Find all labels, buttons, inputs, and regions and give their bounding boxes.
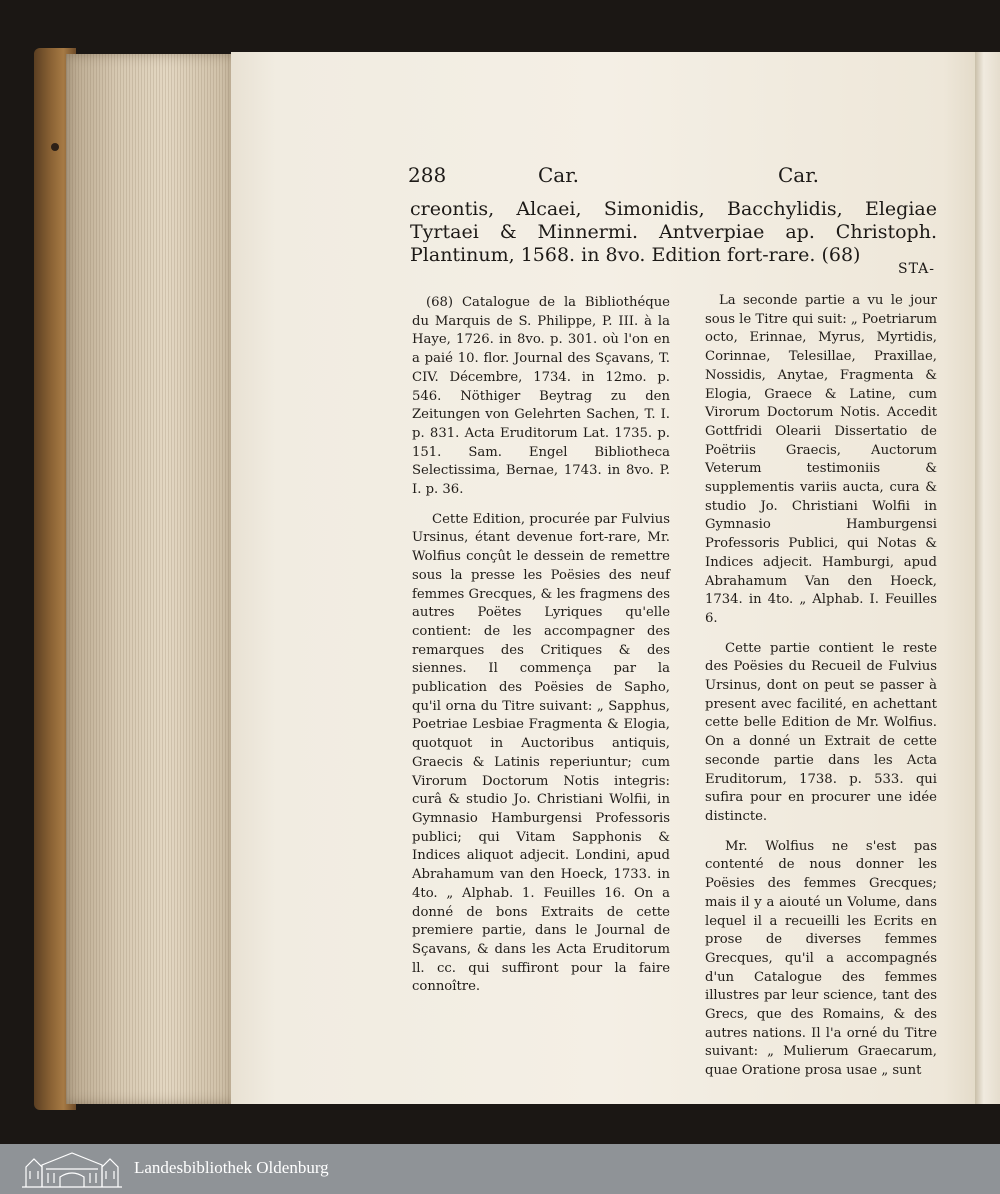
right-column [705, 292, 937, 1092]
right-paragraph-2: Cette partie contient le reste des Poësies du Recueil de Fulvius Ursinus, dont on peut se passer à present avec facilité, en achettant cette belle Edition de Mr. Wolfius. On a donné un Extrait de cette seconde partie dans les Acta Eruditorum, 1738. p. 533. qui sufira pour en procurer une idée distincte. [705, 640, 937, 824]
catchword: STA- [898, 261, 936, 277]
cover-nail-icon [51, 143, 59, 151]
right-paragraph-3: Mr. Wolfius ne s'est pas contenté de nous donner les Poësies des femmes Grecques; mais il y a aiouté un Volume, dans lequel il a recueilli les Ecrits en prose de diverses femmes Grecques, qu'il a accompagnés d'un Catalogue des femmes illustres par leur science, tant des Grecs, que des Romains, & des autres nations. Il l'a orné du Titre suivant: „ Mulierum Graecarum, quae Oratione prosa usae „ sunt [705, 838, 937, 1079]
footnote-68: (68) Catalogue de la Bibliothéque du Marquis de S. Philippe, P. III. à la Haye, 1726. in 8vo. p. 301. où l'on en a paié 10. flor. Journal des Sçavans, T. CIV. Décembre, 1734. in 12mo. p. 546. Nöthiger Beytrag zu den Zeitungen von Gelehrten Sachen, T. I. p. 831. Acta Eruditorum Lat. 1735. p. 151. Sam. Engel Bibliotheca Selectissima, Bernae, 1743. in 8vo. P. I. p. 36. [412, 295, 670, 498]
library-building-icon[interactable] [20, 1149, 124, 1189]
running-header [408, 163, 928, 193]
header-left: Car. [538, 163, 579, 187]
header-right: Car. [778, 163, 819, 187]
library-name[interactable]: Landesbibliothek Oldenburg [134, 1158, 329, 1177]
facing-page-gutter [975, 52, 1000, 1104]
right-paragraph-1: La seconde partie a vu le jour sous le Titre qui suit: „ Poetriarum octo, Erinnae, Myrus, Myrtidis, Corinnae, Telesillae, Praxillae, Nossidis, Anytae, Fragmenta & Elogia, Graece & Latine, cum Virorum Doctorum Notis. Accedit Gottfridi Olearii Dissertatio de Poëtriis Graecis, Auctorum Veterum testimoniis & supplementis variis aucta, cura & studio Jo. Christiani Wolfii in Gymnasio Hamburgensi Professoris Publici, qui Notas & Indices adjecit. Hamburgi, apud Abrahamum Van den Hoeck, 1734. in 4to. „ Alphab. I. Feuilles 6. [705, 293, 937, 626]
left-paragraph: Cette Edition, procurée par Fulvius Ursinus, étant devenue fort-rare, Mr. Wolfius conçût le dessein de remettre sous la presse les Poësies des neuf femmes Grecques, & les fragmens des autres Poëtes Lyriques qu'elle contient: de les accompagner des remarques des Critiques & des siennes. Il commença par la publication des Poësies de Sapho, qu'il orna du Titre suivant: „ Sapphus, Poetriae Lesbiae Fragmenta & Elogia, quotquot in Auctoribus antiquis, Graecis & Latinis reperiuntur; cum Virorum Doctorum Notis integris: curâ & studio Jo. Christiani Wolfii, in Gymnasio Hamburgensi Professoris publici; qui Vitam Sapphonis & Indices aliquot adjecit. Londini, apud Abrahamum van den Hoeck, 1733. in 4to. „ Alphab. 1. Feuilles 16. On a donné de bons Extraits de cette premiere partie, dans le Journal de Sçavans, & dans les Acta Eruditorum ll. cc. qui suffiront pour la faire connoître. [412, 511, 670, 995]
page-number: 288 [408, 163, 447, 187]
left-column [412, 294, 670, 1008]
title-entry: creontis, Alcaei, Simonidis, Bacchylidis, Elegiae Tyrtaei & Minnermi. Antverpiae ap. Christoph. Plantinum, 1568. in 8vo. Edition fort-rare. (68) [410, 198, 937, 266]
page-block-edges [66, 54, 234, 1104]
footer-bar [0, 1144, 1000, 1194]
